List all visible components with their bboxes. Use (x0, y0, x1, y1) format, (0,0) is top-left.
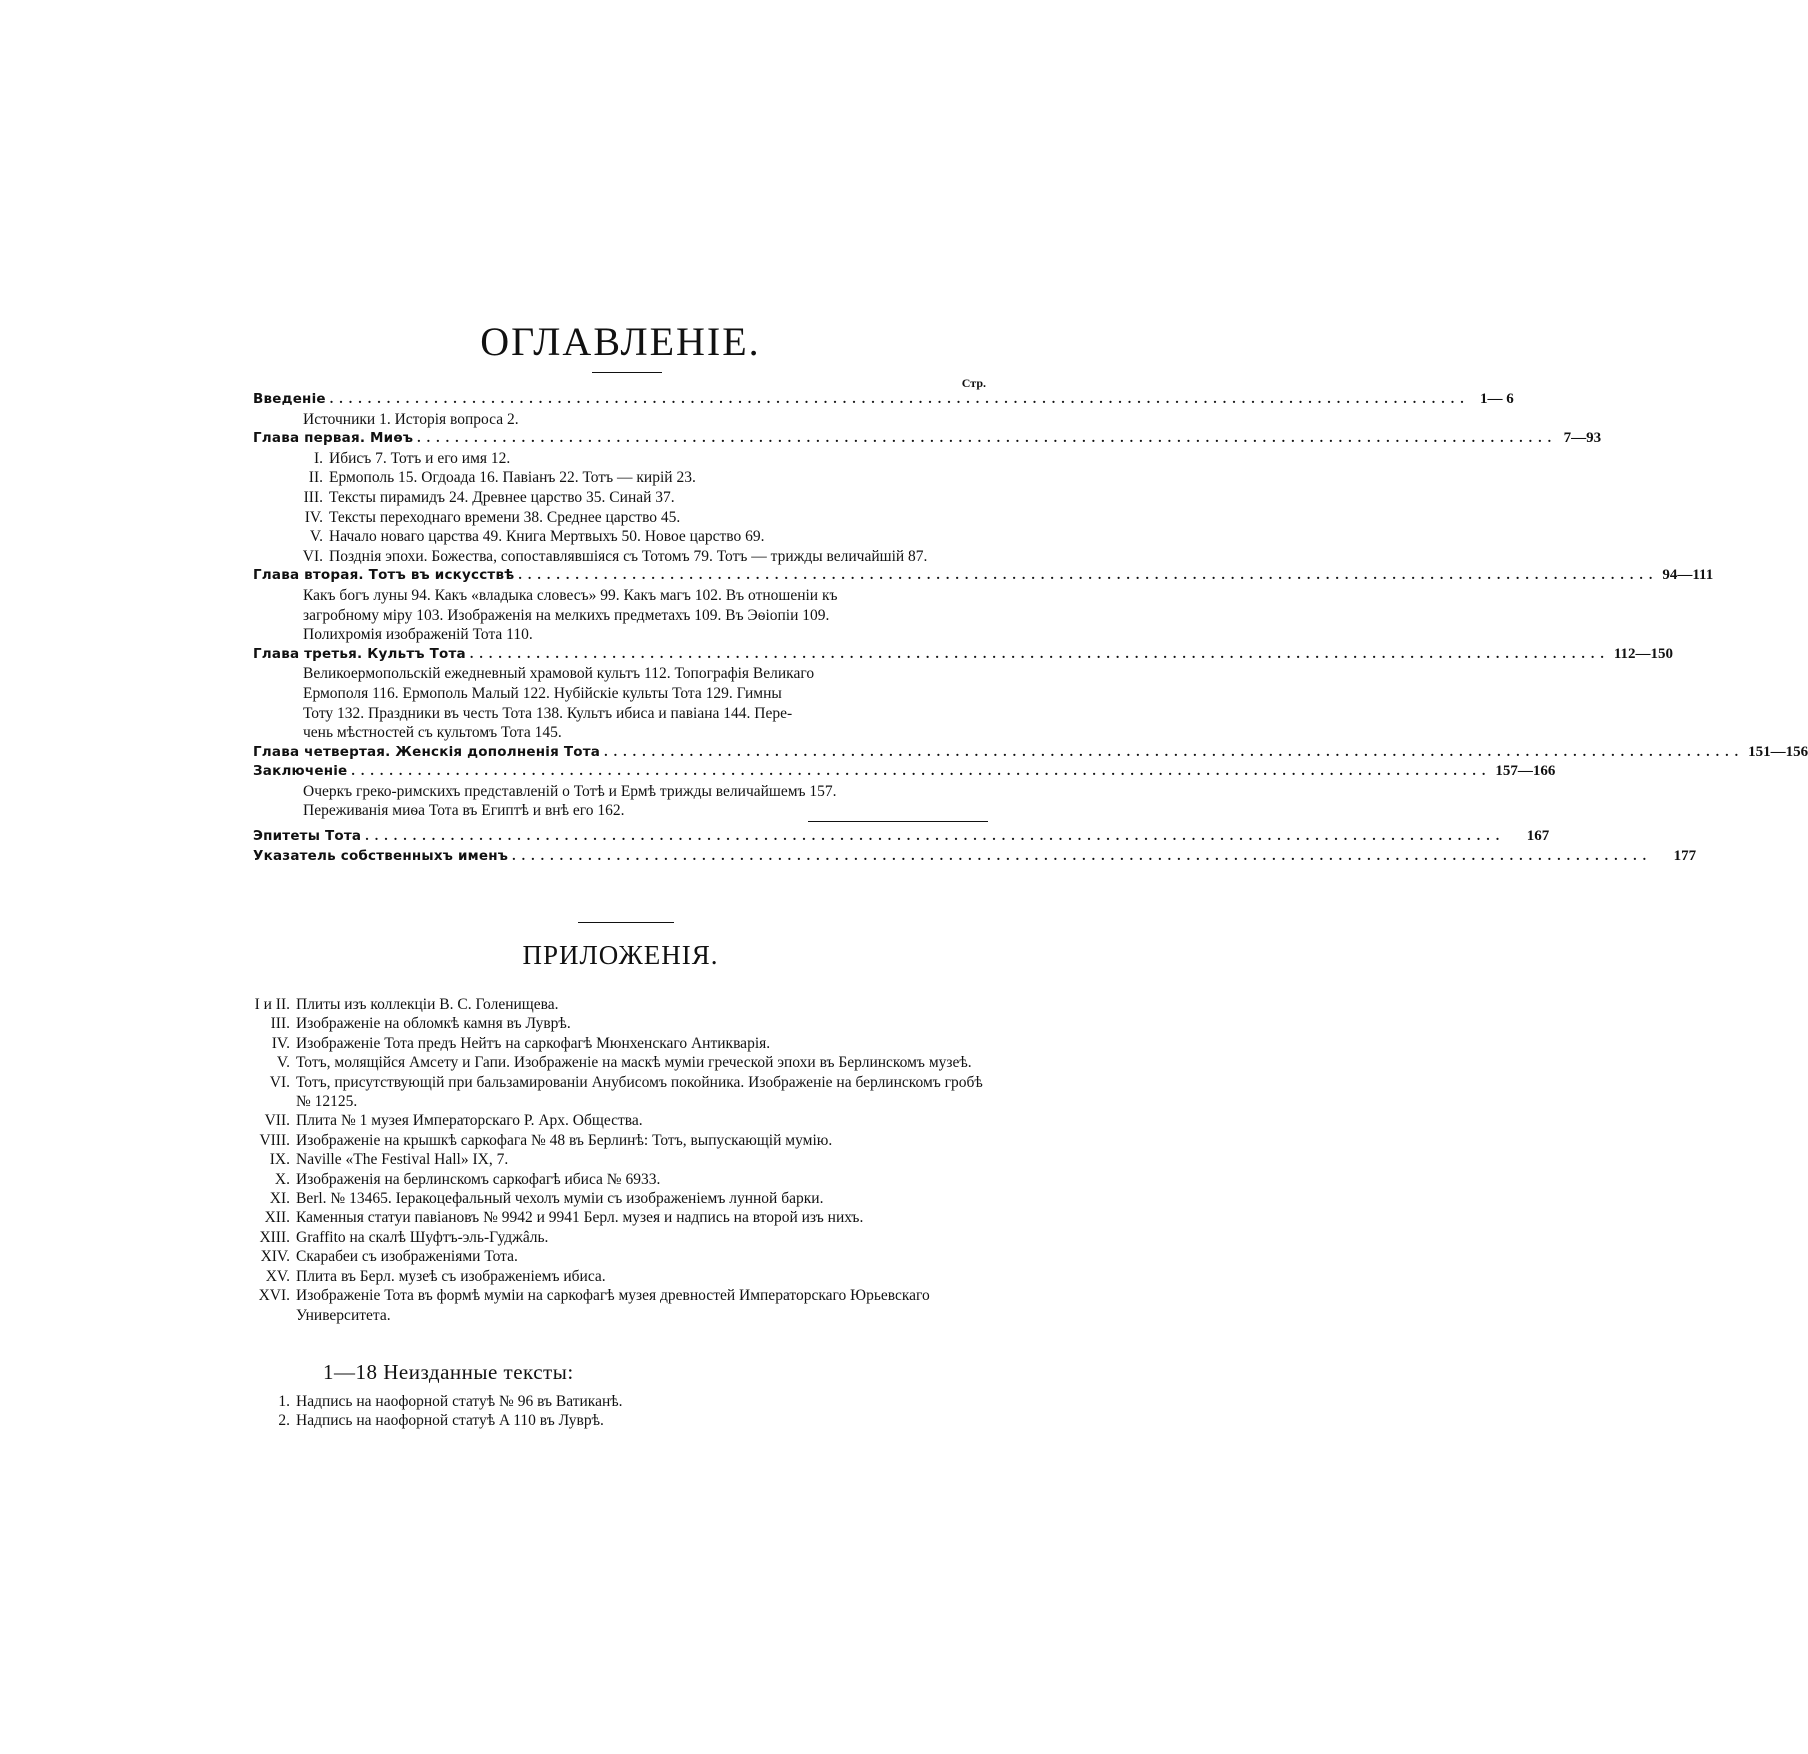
toc-entry-heading (253, 743, 1808, 763)
appendix-separator-rule (578, 922, 674, 923)
toc-subsection (253, 468, 988, 488)
appendix-item-text: Изображеніе Тота въ формѣ муміи на саркофагѣ музея древностей Императорскаго Юрьевскаго Университета. (296, 1287, 930, 1324)
toc-leader-dots: ........................................................................................................................ (518, 568, 1659, 584)
toc-entry-description: Переживанія миѳа Тота въ Египтѣ и внѣ его 162. (303, 802, 625, 820)
toc-entry-heading (253, 566, 1714, 586)
toc-leader-dots: ........................................................................................................................ (329, 392, 1470, 407)
toc-subsection (253, 547, 988, 567)
appendix-item-text: Изображеніе Тота предъ Нейтъ на саркофагѣ Мюнхенскаго Антикварія. (296, 1034, 771, 1052)
appendix-item (250, 1014, 992, 1033)
appendix-item (250, 1247, 992, 1266)
toc-entry-description: загробному міру 103. Изображенія на мелкихъ предметахъ 109. Въ Эѳіопіи 109. (303, 606, 830, 624)
toc-entry-description: Тоту 132. Праздники въ честь Тота 138. Культъ ибиса и павіана 144. Пере- (303, 704, 793, 722)
appendix-item-number: X. (274, 1170, 290, 1188)
appendix-item-number: IV. (271, 1034, 290, 1052)
toc-entry-pages: 112—150 (1613, 645, 1673, 662)
appendix-item-number: IX. (269, 1151, 290, 1169)
toc-entry-label: Эпитеты Тота (253, 828, 362, 845)
appendix-item-text: Плита № 1 музея Императорскаго Р. Арх. Общества. (296, 1112, 643, 1130)
toc-subsection (253, 449, 988, 469)
toc-entry (253, 390, 1514, 429)
toc-subsection-text: Начало новаго царства 49. Книга Мертвыхъ 50. Новое царство 69. (329, 528, 765, 546)
toc-entry-pages: 151—156 (1748, 743, 1808, 760)
appendix-item-number: VIII. (259, 1131, 290, 1149)
appendix-item-number: III. (270, 1015, 290, 1033)
toc-entry-heading (253, 645, 1673, 665)
toc-entry-heading (253, 390, 1514, 410)
toc-entry-label: Глава первая. Миѳъ (253, 430, 414, 447)
title-rule (592, 372, 662, 373)
toc-entry (253, 762, 1556, 821)
toc-subsection-number: V. (309, 528, 323, 546)
unpublished-item-number: 1. (278, 1393, 290, 1410)
unpublished-item-number: 2. (278, 1412, 290, 1430)
appendix-item (250, 1131, 992, 1150)
appendix-item-text: Плиты изъ коллекціи В. С. Голенищева. (296, 996, 559, 1013)
toc-entry-label: Заключеніе (253, 763, 348, 780)
appendix-item-text: Плита въ Берл. музеѣ съ изображеніемъ ибиса. (296, 1267, 606, 1285)
toc-subsection-number: I. (313, 449, 323, 467)
appendix-item-number: XV. (265, 1267, 290, 1285)
toc-leader-dots: ........................................................................................................................ (365, 829, 1506, 845)
toc-entry-description: Источники 1. Исторія вопроса 2. (303, 410, 519, 428)
appendix-item-number: XVI. (258, 1287, 290, 1305)
appendix-item (250, 1208, 992, 1227)
appendix-item-text: Скарабеи съ изображеніями Тота. (296, 1248, 518, 1266)
toc-entry-heading (253, 429, 1602, 449)
page-column-header: Стр. (961, 376, 986, 390)
toc-entry-pages: 1— 6 (1480, 391, 1514, 407)
toc-leader-dots: ........................................................................................................................ (417, 431, 1558, 447)
appendix-item-number: XI. (269, 1190, 290, 1208)
toc-entry-pages: 7—93 (1563, 430, 1602, 447)
appendix-item-number: VII. (264, 1112, 290, 1130)
toc-entry-description: Какъ богъ луны 94. Какъ «владыка словесъ» 99. Какъ магъ 102. Въ отношеніи къ (303, 586, 838, 604)
toc-entry (253, 566, 1714, 644)
appendix-item-text: Изображеніе на крышкѣ саркофага № 48 въ Берлинѣ: Тотъ, выпускающій мумію. (296, 1131, 833, 1149)
toc-subsection-number: VI. (302, 547, 323, 565)
unpublished-item-text: Надпись на наофорной статуѣ A 110 въ Луврѣ. (296, 1412, 604, 1430)
toc-entry-label: Глава третья. Культъ Тота (253, 645, 466, 662)
appendix-item-text: Graffito на скалѣ Шуфтъ-эль-Гуджâль. (296, 1228, 549, 1246)
toc-subsection (253, 527, 988, 547)
unpublished-item (250, 1392, 992, 1411)
toc-entry (253, 847, 1697, 867)
appendix-item-text: Каменныя статуи павіановъ № 9942 и 9941 Берл. музея и надпись на второй изъ нихъ. (296, 1209, 864, 1227)
appendix-item-text: Тотъ, молящійся Амсету и Гапи. Изображеніе на маскѣ муміи греческой эпохи въ Берлинскомъ музеѣ. (296, 1054, 972, 1072)
toc-entry-pages: 157—166 (1495, 763, 1556, 780)
appendix-item-text: Изображенія на берлинскомъ саркофагѣ ибиса № 6933. (296, 1170, 661, 1188)
appendix-title: ПРИЛОЖЕНІЯ. (522, 940, 719, 970)
appendix-item (250, 1073, 992, 1112)
toc-entry-description: Полихромія изображеній Тота 110. (303, 626, 533, 644)
toc-entry-heading (253, 827, 1550, 847)
appendix-item (250, 1228, 992, 1247)
appendix-item (250, 1267, 992, 1286)
toc-entry-description: чень мѣстностей съ культомъ Тота 145. (303, 724, 562, 742)
toc-subsection-text: Ибисъ 7. Тотъ и его имя 12. (329, 449, 511, 467)
appendix-item (250, 1286, 992, 1325)
toc-subsection-text: Ермополь 15. Огдоада 16. Павіанъ 22. Тотъ — кирій 23. (329, 469, 696, 487)
appendix-item (250, 1150, 992, 1169)
toc-entry-description: Очеркъ греко-римскихъ представленій о Тотѣ и Ермѣ трижды величайшемъ 157. (303, 782, 837, 800)
toc-subsection-text: Тексты переходнаго времени 38. Среднее царство 45. (329, 508, 681, 526)
toc-entry-pages: 94—111 (1662, 567, 1714, 584)
appendix-item-number: XIII. (259, 1228, 290, 1246)
unpublished-list (250, 1392, 992, 1431)
toc-separator-rule (253, 821, 988, 827)
unpublished-item (250, 1411, 992, 1430)
toc-leader-dots: ........................................................................................................................ (469, 646, 1610, 662)
toc-subsection-number: II. (308, 469, 323, 487)
appendix-list (250, 995, 992, 1325)
toc-entry-label: Глава четвертая. Женскія дополненія Тота (253, 743, 601, 760)
appendix-item-number: XIV. (260, 1248, 290, 1266)
appendix-item (250, 1111, 992, 1130)
toc-entry (253, 645, 1673, 743)
unpublished-heading: 1—18 Неизданные тексты: (323, 1360, 574, 1384)
toc-subsection-number: IV. (304, 508, 323, 526)
toc-entry-label: Указатель собственныхъ именъ (253, 847, 509, 864)
appendix-item (250, 1053, 992, 1072)
toc-entry-description: Великоермопольскій ежедневный храмовой культъ 112. Топографія Великаго (303, 665, 815, 683)
appendix-item-number: XII. (264, 1209, 290, 1227)
appendix-item-number: V. (276, 1054, 290, 1072)
appendix-item (250, 1170, 992, 1189)
toc-entry (253, 743, 1808, 763)
toc-entry-pages: 167 (1526, 828, 1550, 845)
toc-entry (253, 429, 1602, 566)
toc-leader-dots: ........................................................................................................................ (512, 848, 1653, 864)
appendix-item-number: VI. (269, 1073, 290, 1091)
toc-entry-description: Ермополя 116. Ермополь Малый 122. Нубійскіе культы Тота 129. Гимны (303, 684, 782, 702)
toc-subsection (253, 508, 988, 528)
appendix-item-text: Тотъ, присутствующій при бальзамированіи Анубисомъ покойника. Изображеніе на берлинскомъ гробѣ № 12125. (296, 1073, 983, 1111)
toc-subsection-text: Тексты пирамидъ 24. Древнее царство 35. Синай 37. (329, 488, 675, 506)
toc-leader-dots: ........................................................................................................................ (604, 744, 1745, 760)
toc-entry-pages: 177 (1673, 847, 1697, 864)
page-title: ОГЛАВЛЕНІЕ. (480, 319, 761, 364)
toc-entry-heading (253, 762, 1556, 782)
appendix-item-text: Naville «The Festival Hall» IX, 7. (296, 1151, 509, 1169)
table-of-contents (253, 376, 1808, 866)
toc-leader-dots: ........................................................................................................................ (351, 764, 1492, 780)
appendix-item-text: Berl. № 13465. Іеракоцефальный чехолъ муміи съ изображеніемъ лунной барки. (296, 1190, 824, 1208)
appendix-item (250, 995, 992, 1014)
toc-entry-label: Введеніе (253, 391, 326, 407)
toc-entry (253, 827, 1550, 847)
appendix-item-number: I и II. (254, 996, 290, 1013)
appendix-item-text: Изображеніе на обломкѣ камня въ Луврѣ. (296, 1015, 571, 1033)
toc-subsection (253, 488, 988, 508)
appendix-item (250, 1189, 992, 1208)
toc-subsection-text: Позднія эпохи. Божества, сопоставлявшіяся съ Тотомъ 79. Тотъ — трижды величайшій 87. (329, 547, 928, 565)
toc-subsection-number: III. (303, 488, 323, 506)
toc-entry-heading (253, 847, 1697, 867)
toc-entry-label: Глава вторая. Тотъ въ искусствѣ (253, 567, 515, 584)
appendix-item (250, 1034, 992, 1053)
unpublished-item-text: Надпись на наофорной статуѣ № 96 въ Ватиканѣ. (296, 1393, 623, 1410)
